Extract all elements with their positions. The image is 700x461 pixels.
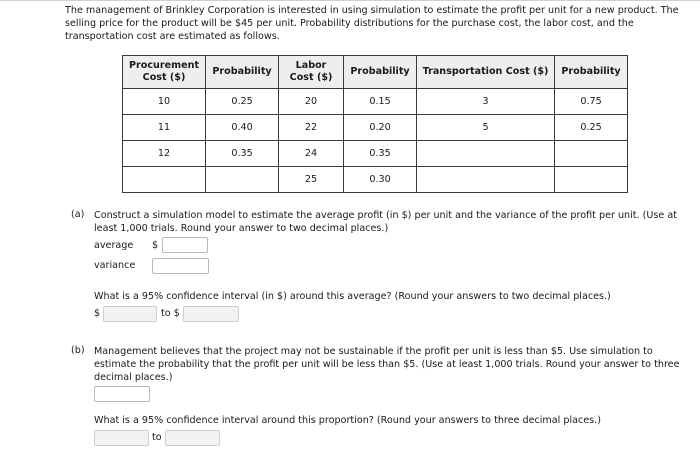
table-cell: 0.15 [344, 89, 417, 115]
table-cell: 0.35 [344, 141, 417, 167]
variance-label: variance [94, 260, 136, 271]
table-cell [417, 167, 555, 193]
part-b-marker: (b) [71, 345, 85, 356]
table-cell: 12 [123, 141, 206, 167]
table-cell: 3 [417, 89, 555, 115]
top-border [0, 0, 700, 1]
table-cell: 5 [417, 115, 555, 141]
table-cell: 22 [279, 115, 344, 141]
table-cell: 0.75 [555, 89, 628, 115]
table-cell [206, 167, 279, 193]
ci-to-label: to $ [161, 308, 180, 319]
table-cell [555, 141, 628, 167]
table-row [123, 89, 628, 115]
table-row [123, 141, 628, 167]
table-cell [123, 167, 206, 193]
proportion-ci-upper-input[interactable] [165, 430, 220, 446]
average-input[interactable] [162, 237, 208, 253]
header-transportation-probability: Probability [555, 56, 628, 89]
header-labor-cost: Labor Cost ($) [279, 56, 344, 89]
problem-intro: The management of Brinkley Corporation is interested in using simulation to estimate the profit per unit for a new product. The selling price for the product will be $45 per unit. Probability distributions for the purchase cost, the labor cost, and the transportation cost are estimated as follows. [65, 5, 679, 42]
part-a-question: Construct a simulation model to estimate the average profit (in $) per unit and the variance of the profit per unit. (Use at least 1,000 trials. Round your answer to two decimal places.) [94, 210, 678, 234]
table-cell: 20 [279, 89, 344, 115]
table-cell: 0.30 [344, 167, 417, 193]
average-ci-upper-input[interactable] [183, 306, 239, 322]
average-label: average [94, 240, 134, 251]
table-cell: 0.20 [344, 115, 417, 141]
table-cell: 0.40 [206, 115, 279, 141]
distribution-table [122, 55, 628, 193]
proportion-ci-to-label: to [152, 432, 162, 443]
proportion-ci-lower-input[interactable] [94, 430, 149, 446]
ci-lower-currency: $ [94, 308, 101, 319]
table-cell: 10 [123, 89, 206, 115]
table-header-row [123, 56, 628, 89]
table-cell: 0.25 [206, 89, 279, 115]
table-row [123, 115, 628, 141]
header-procurement-cost: Procurement Cost ($) [123, 56, 206, 89]
table-cell: 0.35 [206, 141, 279, 167]
table-cell: 11 [123, 115, 206, 141]
average-ci-lower-input[interactable] [103, 306, 157, 322]
average-currency: $ [152, 240, 159, 251]
table-cell: 24 [279, 141, 344, 167]
probability-input[interactable] [94, 386, 150, 402]
table-cell: 0.25 [555, 115, 628, 141]
part-a-ci-question: What is a 95% confidence interval (in $) around this average? (Round your answers to two decimal places.) [94, 291, 611, 302]
table-cell: 25 [279, 167, 344, 193]
part-b-question: Management believes that the project may not be sustainable if the profit per unit is less than $5. Use simulation to estimate the probability that the profit per unit will be less than $5. (Use at least 1,000 trials. Round your answer to three decimal places.) [94, 346, 680, 383]
part-b-ci-question: What is a 95% confidence interval around this proportion? (Round your answers to three decimal places.) [94, 415, 601, 426]
header-procurement-probability: Probability [206, 56, 279, 89]
header-labor-probability: Probability [344, 56, 417, 89]
table-cell [417, 141, 555, 167]
table-row [123, 167, 628, 193]
table-cell [555, 167, 628, 193]
header-transportation-cost: Transportation Cost ($) [417, 56, 555, 89]
part-a-marker: (a) [71, 209, 85, 220]
variance-input[interactable] [152, 258, 209, 274]
